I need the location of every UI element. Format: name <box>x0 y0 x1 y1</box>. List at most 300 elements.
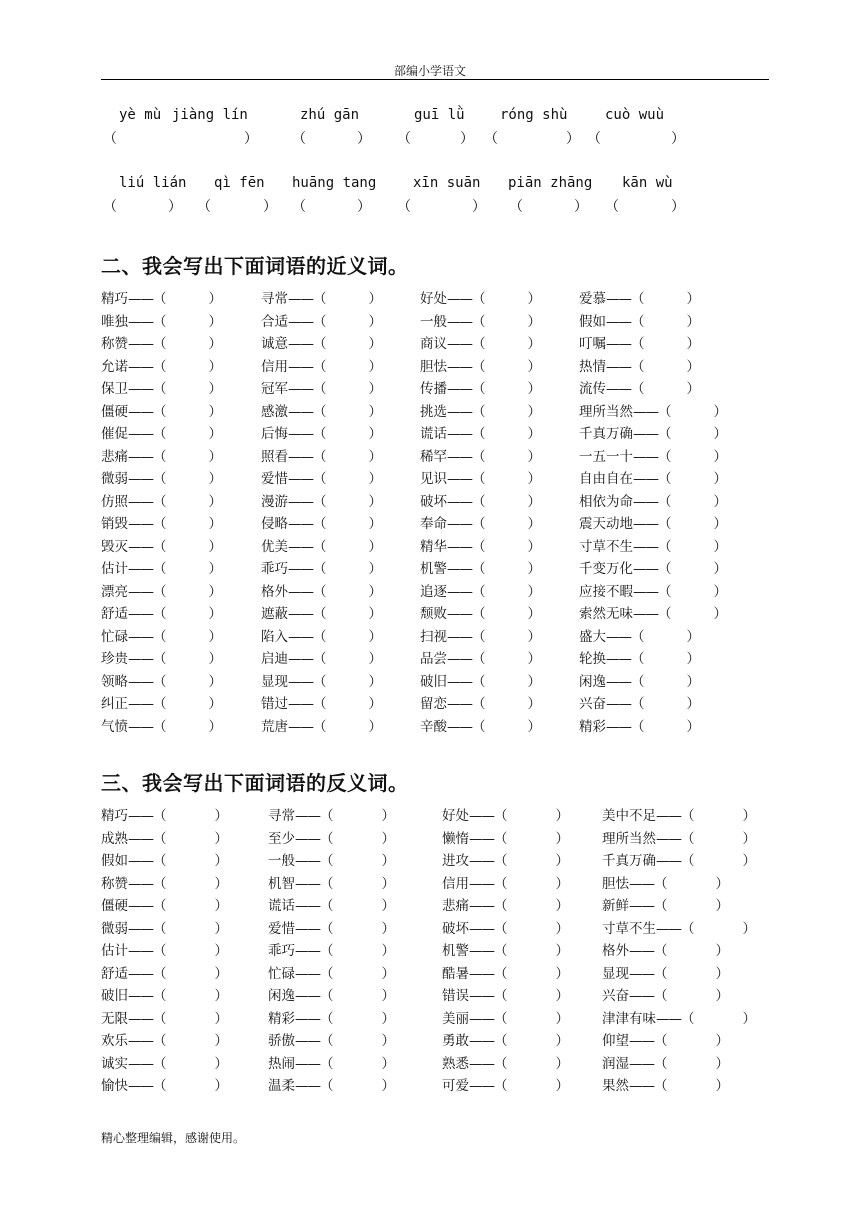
word-exercise-item <box>420 400 541 420</box>
word-label: 寸草不生 <box>579 538 633 555</box>
open-paren: （ <box>654 1055 668 1072</box>
word-label: 气愤 <box>101 718 128 735</box>
open-paren: （ <box>320 898 334 914</box>
dash-separator: —— <box>606 651 631 667</box>
open-paren: （ <box>472 471 486 487</box>
word-exercise-item <box>261 692 382 712</box>
word-label: 勇敢 <box>442 1033 469 1049</box>
word-exercise-item <box>261 467 382 487</box>
dash-separator: —— <box>469 853 494 869</box>
open-paren: （ <box>472 313 486 330</box>
pinyin-item: liú lián <box>119 175 187 191</box>
close-paren: ） <box>715 1078 729 1094</box>
word-label: 胆怯 <box>420 358 447 375</box>
word-exercise-item <box>101 670 222 690</box>
word-label: 一般 <box>420 313 447 330</box>
pinyin-item: róng shù <box>500 107 568 123</box>
word-exercise-item <box>420 332 541 352</box>
open-paren: （ <box>494 830 508 847</box>
word-label: 漫游 <box>261 493 288 510</box>
dash-separator: —— <box>295 1033 320 1049</box>
word-label: 机警 <box>442 943 469 959</box>
open-paren: （ <box>658 493 672 510</box>
dash-separator: —— <box>128 808 153 824</box>
close-paren: ） <box>208 313 222 330</box>
dash-separator: —— <box>295 853 320 869</box>
open-paren: （ <box>153 651 167 667</box>
dash-separator: —— <box>288 471 313 487</box>
dash-separator: —— <box>447 673 472 690</box>
word-label: 闲逸 <box>579 673 606 690</box>
close-paren: ） <box>715 965 729 982</box>
close-paren: ） <box>742 920 756 937</box>
open-paren: （ <box>472 651 486 667</box>
word-exercise-item <box>101 377 222 397</box>
word-label: 冠军 <box>261 381 288 397</box>
word-label: 诚实 <box>101 1055 128 1072</box>
dash-separator: —— <box>128 898 153 914</box>
close-paren: ） <box>368 718 382 735</box>
open-paren: （ <box>658 471 672 487</box>
dash-separator: —— <box>128 1055 153 1072</box>
word-label: 保卫 <box>101 381 128 397</box>
dash-separator: —— <box>633 516 658 532</box>
open-paren: （ <box>153 988 167 1004</box>
close-paren: ） <box>368 696 382 712</box>
word-label: 精彩 <box>268 1010 295 1027</box>
close-paren: ） <box>368 471 382 487</box>
open-paren: （ <box>153 1010 167 1027</box>
word-label: 温柔 <box>268 1078 295 1094</box>
dash-separator: —— <box>469 830 494 847</box>
open-paren: （ <box>153 426 167 442</box>
word-label: 精华 <box>420 538 447 555</box>
word-label: 乖巧 <box>268 943 295 959</box>
word-label: 催促 <box>101 426 128 442</box>
open-paren: （ <box>654 988 668 1004</box>
open-paren: （ <box>153 965 167 982</box>
word-exercise-item <box>101 445 222 465</box>
dash-separator: —— <box>633 606 658 622</box>
close-paren: ） <box>208 448 222 465</box>
word-exercise-item <box>420 377 541 397</box>
dash-separator: —— <box>288 403 313 420</box>
open-paren: （ <box>654 965 668 982</box>
dash-separator: —— <box>288 628 313 645</box>
open-paren: （ <box>153 516 167 532</box>
dash-separator: —— <box>288 313 313 330</box>
word-label: 相依为命 <box>579 493 633 510</box>
word-exercise-item <box>268 1007 395 1027</box>
close-paren: ） <box>527 561 541 577</box>
close-paren: ） <box>527 696 541 712</box>
dash-separator: —— <box>469 875 494 892</box>
dash-separator: —— <box>288 673 313 690</box>
word-exercise-item <box>261 670 382 690</box>
open-paren: （ <box>153 583 167 600</box>
word-label: 估计 <box>101 943 128 959</box>
word-exercise-item <box>101 332 222 352</box>
word-exercise-item <box>261 400 382 420</box>
answer-brackets-row-2 <box>0 196 860 216</box>
open-paren: （ <box>658 516 672 532</box>
word-exercise-item <box>420 512 541 532</box>
open-paren: （ <box>153 673 167 690</box>
close-paren: ） <box>686 291 700 307</box>
dash-separator: —— <box>469 965 494 982</box>
close-paren: ） <box>527 471 541 487</box>
word-label: 寻常 <box>268 808 295 824</box>
dash-separator: —— <box>447 358 472 375</box>
word-label: 骄傲 <box>268 1033 295 1049</box>
dash-separator: —— <box>128 493 153 510</box>
open-paren: （ <box>153 291 167 307</box>
close-paren: ） <box>686 673 700 690</box>
open-paren: （ <box>103 199 117 215</box>
word-label: 愉快 <box>101 1078 128 1094</box>
open-paren: （ <box>313 718 327 735</box>
word-exercise-item <box>261 422 382 442</box>
word-exercise-item <box>420 310 541 330</box>
close-paren: ） <box>368 538 382 555</box>
word-label: 舒适 <box>101 965 128 982</box>
open-paren: （ <box>472 673 486 690</box>
close-paren: ） <box>527 718 541 735</box>
word-exercise-item <box>442 984 569 1004</box>
close-paren: ） <box>208 628 222 645</box>
open-paren: （ <box>631 291 645 307</box>
word-label: 破坏 <box>442 920 469 937</box>
open-paren: （ <box>320 988 334 1004</box>
word-label: 千变万化 <box>579 561 633 577</box>
open-paren: （ <box>320 830 334 847</box>
close-paren: ） <box>208 718 222 735</box>
open-paren: （ <box>320 1010 334 1027</box>
word-exercise-item <box>268 1074 395 1094</box>
word-exercise-item <box>579 422 727 442</box>
close-paren: ） <box>713 403 727 420</box>
open-paren: （ <box>320 853 334 869</box>
word-exercise-item <box>442 894 569 914</box>
open-paren: （ <box>153 606 167 622</box>
close-paren: ） <box>686 358 700 375</box>
page-header: 部编小学语文 <box>393 64 466 78</box>
open-paren: （ <box>494 898 508 914</box>
open-paren: （ <box>681 920 695 937</box>
word-exercise-item <box>261 445 382 465</box>
dash-separator: —— <box>606 718 631 735</box>
open-paren: （ <box>587 131 601 147</box>
close-paren: ） <box>566 131 580 147</box>
open-paren: （ <box>472 381 486 397</box>
dash-separator: —— <box>128 516 153 532</box>
word-exercise-item <box>101 917 228 937</box>
close-paren: ） <box>214 1010 228 1027</box>
dash-separator: —— <box>469 808 494 824</box>
dash-separator: —— <box>447 628 472 645</box>
word-label: 假如 <box>579 313 606 330</box>
word-exercise-item <box>420 422 541 442</box>
word-label: 流传 <box>579 381 606 397</box>
close-paren: ） <box>381 988 395 1004</box>
word-label: 僵硬 <box>101 403 128 420</box>
open-paren: （ <box>153 448 167 465</box>
word-label: 好处 <box>420 291 447 307</box>
dash-separator: —— <box>128 1078 153 1094</box>
dash-separator: —— <box>128 628 153 645</box>
word-label: 寸草不生 <box>602 920 656 937</box>
word-exercise-item <box>579 467 727 487</box>
open-paren: （ <box>153 808 167 824</box>
word-label: 懒惰 <box>442 830 469 847</box>
close-paren: ） <box>381 920 395 937</box>
word-exercise-item <box>101 580 222 600</box>
word-label: 显现 <box>261 673 288 690</box>
close-paren: ） <box>208 403 222 420</box>
word-label: 谎话 <box>420 426 447 442</box>
word-exercise-item <box>268 872 395 892</box>
dash-separator: —— <box>128 1010 153 1027</box>
close-paren: ） <box>381 875 395 892</box>
close-paren: ） <box>368 628 382 645</box>
dash-separator: —— <box>633 403 658 420</box>
dash-separator: —— <box>288 381 313 397</box>
word-label: 津津有味 <box>602 1010 656 1027</box>
open-paren: （ <box>153 1033 167 1049</box>
open-paren: （ <box>631 673 645 690</box>
dash-separator: —— <box>656 920 681 937</box>
dash-separator: —— <box>469 920 494 937</box>
open-paren: （ <box>494 965 508 982</box>
open-paren: （ <box>631 696 645 712</box>
dash-separator: —— <box>447 516 472 532</box>
open-paren: （ <box>654 1033 668 1049</box>
open-paren: （ <box>484 131 498 147</box>
word-label: 无限 <box>101 1010 128 1027</box>
open-paren: （ <box>472 561 486 577</box>
word-exercise-item <box>261 512 382 532</box>
dash-separator: —— <box>128 853 153 869</box>
close-paren: ） <box>381 965 395 982</box>
open-paren: （ <box>494 988 508 1004</box>
word-exercise-item <box>101 872 228 892</box>
close-paren: ） <box>527 493 541 510</box>
word-label: 追逐 <box>420 583 447 600</box>
word-label: 破坏 <box>420 493 447 510</box>
dash-separator: —— <box>288 583 313 600</box>
word-label: 扫视 <box>420 628 447 645</box>
word-exercise-item <box>261 287 382 307</box>
pinyin-row-2 <box>0 175 860 195</box>
close-paren: ） <box>368 381 382 397</box>
close-paren: ） <box>368 291 382 307</box>
dash-separator: —— <box>447 291 472 307</box>
close-paren: ） <box>686 313 700 330</box>
word-exercise-item <box>261 625 382 645</box>
word-label: 酷暑 <box>442 965 469 982</box>
word-exercise-item <box>442 962 569 982</box>
open-paren: （ <box>153 493 167 510</box>
pinyin-item: jiàng lín <box>172 107 248 123</box>
dash-separator: —— <box>633 583 658 600</box>
word-exercise-item <box>261 647 382 667</box>
word-label: 震天动地 <box>579 516 633 532</box>
dash-separator: —— <box>469 1010 494 1027</box>
dash-separator: —— <box>128 583 153 600</box>
word-label: 美丽 <box>442 1010 469 1027</box>
word-label: 热闹 <box>268 1055 295 1072</box>
open-paren: （ <box>153 403 167 420</box>
word-exercise-item <box>602 1029 729 1049</box>
dash-separator: —— <box>629 898 654 914</box>
open-paren: （ <box>313 538 327 555</box>
open-paren: （ <box>320 920 334 937</box>
word-label: 优美 <box>261 538 288 555</box>
dash-separator: —— <box>128 358 153 375</box>
dash-separator: —— <box>469 1055 494 1072</box>
open-paren: （ <box>494 1055 508 1072</box>
open-paren: （ <box>631 651 645 667</box>
close-paren: ） <box>686 651 700 667</box>
dash-separator: —— <box>469 988 494 1004</box>
dash-separator: —— <box>128 943 153 959</box>
dash-separator: —— <box>128 471 153 487</box>
word-label: 理所当然 <box>602 830 656 847</box>
word-exercise-item <box>420 580 541 600</box>
open-paren: （ <box>472 516 486 532</box>
word-exercise-item <box>579 692 700 712</box>
close-paren: ） <box>555 943 569 959</box>
word-label: 颓败 <box>420 606 447 622</box>
word-label: 美中不足 <box>602 808 656 824</box>
dash-separator: —— <box>606 673 631 690</box>
close-paren: ） <box>527 336 541 352</box>
close-paren: ） <box>208 538 222 555</box>
open-paren: （ <box>631 718 645 735</box>
close-paren: ） <box>214 988 228 1004</box>
open-paren: （ <box>658 448 672 465</box>
word-exercise-item <box>579 670 700 690</box>
word-label: 叮嘱 <box>579 336 606 352</box>
word-label: 留恋 <box>420 696 447 712</box>
word-exercise-item <box>602 939 729 959</box>
open-paren: （ <box>313 358 327 375</box>
pinyin-item: huāng tang <box>292 175 377 191</box>
word-label: 理所当然 <box>579 403 633 420</box>
dash-separator: —— <box>633 426 658 442</box>
pinyin-item: zhú gān <box>300 107 360 123</box>
close-paren: ） <box>368 358 382 375</box>
dash-separator: —— <box>288 561 313 577</box>
open-paren: （ <box>153 561 167 577</box>
open-paren: （ <box>313 471 327 487</box>
word-label: 僵硬 <box>101 898 128 914</box>
dash-separator: —— <box>606 696 631 712</box>
word-exercise-item <box>101 1052 228 1072</box>
close-paren: ） <box>686 628 700 645</box>
pinyin-item: xīn suān <box>413 175 481 191</box>
dash-separator: —— <box>633 471 658 487</box>
close-paren: ） <box>527 673 541 690</box>
word-label: 微弱 <box>101 920 128 937</box>
word-exercise-item <box>442 939 569 959</box>
word-label: 兴奋 <box>602 988 629 1004</box>
open-paren: （ <box>313 291 327 307</box>
word-label: 挑选 <box>420 403 447 420</box>
close-paren: ） <box>713 606 727 622</box>
close-paren: ） <box>713 583 727 600</box>
word-exercise-item <box>579 287 700 307</box>
word-exercise-item <box>101 1029 228 1049</box>
open-paren: （ <box>494 1033 508 1049</box>
dash-separator: —— <box>633 538 658 555</box>
close-paren: ） <box>368 448 382 465</box>
word-exercise-item <box>579 647 700 667</box>
close-paren: ） <box>742 853 756 869</box>
word-exercise-item <box>101 849 228 869</box>
open-paren: （ <box>313 448 327 465</box>
close-paren: ） <box>715 943 729 959</box>
word-exercise-item <box>101 939 228 959</box>
word-exercise-item <box>579 535 727 555</box>
close-paren: ） <box>555 1078 569 1094</box>
open-paren: （ <box>494 943 508 959</box>
word-exercise-item <box>261 602 382 622</box>
dash-separator: —— <box>606 628 631 645</box>
word-exercise-item <box>579 625 700 645</box>
word-exercise-item <box>420 557 541 577</box>
close-paren: ） <box>527 583 541 600</box>
open-paren: （ <box>472 696 486 712</box>
word-exercise-item <box>442 872 569 892</box>
word-exercise-item <box>101 535 222 555</box>
open-paren: （ <box>292 131 306 147</box>
open-paren: （ <box>494 920 508 937</box>
word-label: 信用 <box>261 358 288 375</box>
word-label: 毁灭 <box>101 538 128 555</box>
pinyin-item: kān wù <box>622 175 673 191</box>
dash-separator: —— <box>295 808 320 824</box>
dash-separator: —— <box>469 943 494 959</box>
section-2-title: 二、我会写出下面词语的近义词。 <box>101 254 409 278</box>
open-paren: （ <box>320 808 334 824</box>
close-paren: ） <box>472 199 486 215</box>
close-paren: ） <box>713 493 727 510</box>
close-paren: ） <box>555 853 569 869</box>
open-paren: （ <box>631 336 645 352</box>
open-paren: （ <box>313 628 327 645</box>
open-paren: （ <box>313 651 327 667</box>
open-paren: （ <box>320 965 334 982</box>
word-label: 破旧 <box>420 673 447 690</box>
word-label: 舒适 <box>101 606 128 622</box>
pinyin-item: yè mù <box>119 107 162 123</box>
dash-separator: —— <box>629 1033 654 1049</box>
close-paren: ） <box>208 516 222 532</box>
word-exercise-item <box>579 332 700 352</box>
close-paren: ） <box>460 131 474 147</box>
word-exercise-item <box>268 962 395 982</box>
open-paren: （ <box>397 199 411 215</box>
word-label: 精彩 <box>579 718 606 735</box>
word-label: 荒唐 <box>261 718 288 735</box>
close-paren: ） <box>527 628 541 645</box>
open-paren: （ <box>658 538 672 555</box>
open-paren: （ <box>494 875 508 892</box>
dash-separator: —— <box>128 830 153 847</box>
dash-separator: —— <box>629 875 654 892</box>
dash-separator: —— <box>288 336 313 352</box>
